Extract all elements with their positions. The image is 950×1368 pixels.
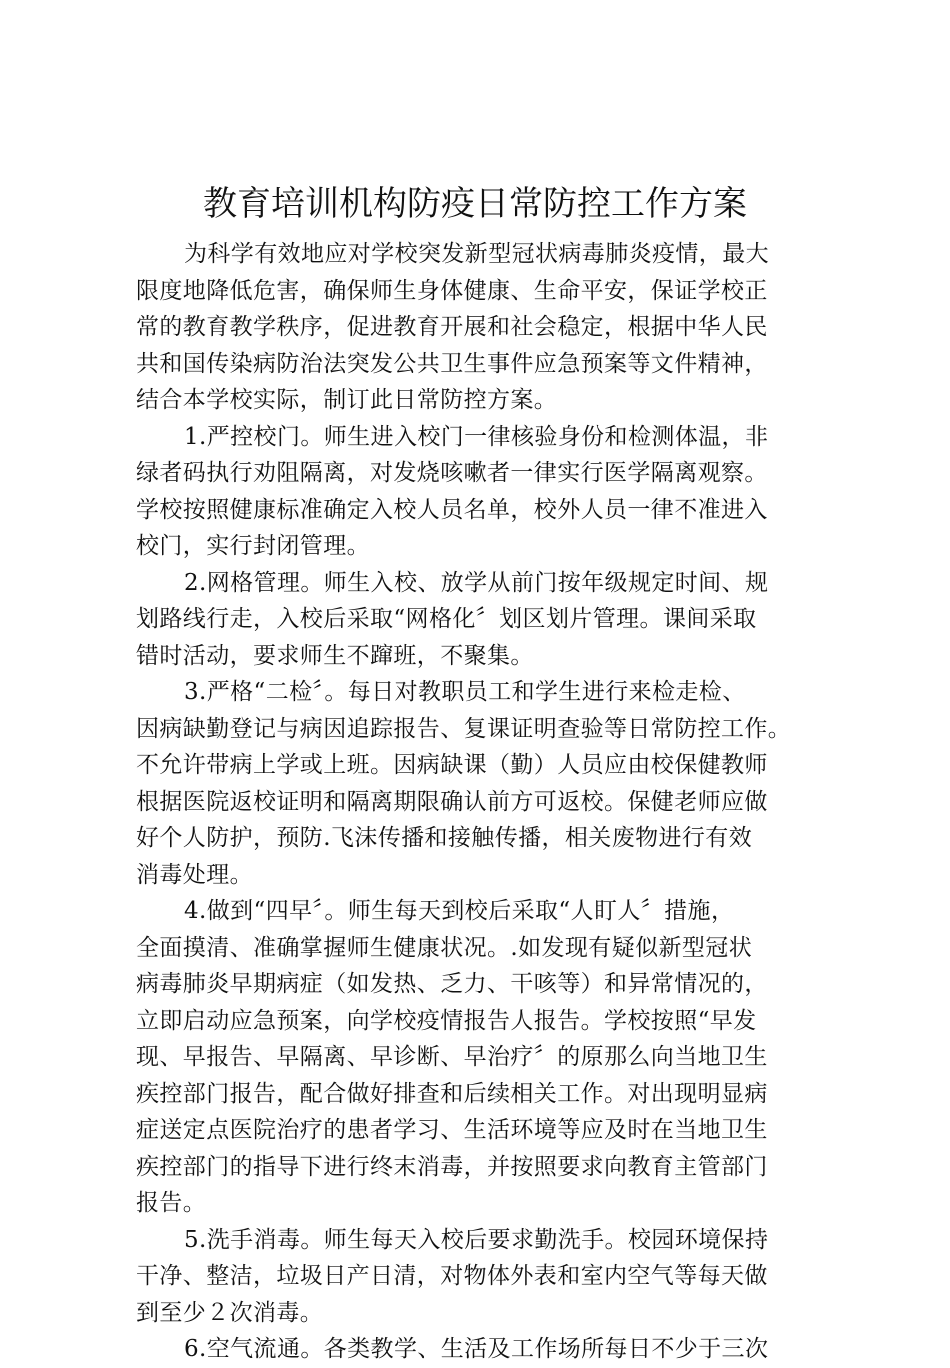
paragraph-line: 消毒处理。 — [136, 861, 253, 888]
paragraph-first-line: 5.洗手消毒。师生每天入校后要求勤洗手。校园环境保持 — [184, 1226, 769, 1253]
paragraph-line: 立即启动应急预案，向学校疫情报告人报告。学校按照“早发 — [136, 1007, 757, 1034]
paragraph-line: 不允许带病上学或上班。因病缺课（勤）人员应由校保健教师 — [136, 752, 768, 778]
paragraph-line: 症送定点医院治疗的患者学习、生活环境等应及时在当地卫生 — [136, 1117, 768, 1143]
document-body — [136, 236, 836, 1368]
paragraph-line: 疾控部门报告，配合做好排查和后续相关工作。对出现明显病 — [136, 1080, 768, 1107]
paragraph-line: 因病缺勤登记与病因追踪报告、复课证明查验等日常防控工作。 — [136, 715, 792, 742]
paragraph-first-line: 为科学有效地应对学校突发新型冠状病毒肺炎疫情，最大 — [184, 241, 769, 267]
paragraph-line: 错时活动，要求师生不蹿班，不聚集。 — [136, 642, 534, 669]
paragraph-line: 病毒肺炎早期病症（如发热、乏力、干咳等）和异常情况的， — [136, 971, 768, 997]
paragraph-line: 校门，实行封闭管理。 — [136, 533, 370, 559]
paragraph-first-line: 1.严控校门。师生进入校门一律核验身份和检测体温，非 — [184, 423, 769, 450]
paragraph-line: 常的教育教学秩序，促进教育开展和社会稳定，根据中华人民 — [136, 314, 768, 340]
paragraph-line: 好个人防护，预防.飞沫传播和接触传播，相关废物进行有效 — [136, 825, 753, 851]
paragraph-line: 报告。 — [136, 1190, 207, 1216]
paragraph-line: 学校按照健康标准确定入校人员名单，校外人员一律不准进入 — [136, 496, 768, 523]
paragraph-line: 现、早报告、早隔离、早诊断、早治疗〞的原那么向当地卫生 — [136, 1044, 768, 1070]
paragraph-line: 疾控部门的指导下进行终末消毒，并按照要求向教育主管部门 — [136, 1153, 768, 1180]
paragraph-first-line: 3.严格“二检〞。每日对教职员工和学生进行来检走检、 — [184, 679, 746, 705]
paragraph-line: 全面摸清、准确掌握师生健康状况。.如发现有疑似新型冠状 — [136, 934, 753, 961]
paragraph-line: 共和国传染病防治法突发公共卫生事件应急预案等文件精神， — [136, 350, 768, 377]
paragraph-line: 划路线行走，入校后采取“网格化〞划区划片管理。课间采取 — [136, 606, 757, 632]
paragraph-line: 根据医院返校证明和隔离期限确认前方可返校。保健老师应做 — [136, 788, 768, 815]
paragraph-line: 限度地降低危害，确保师生身体健康、生命平安，保证学校正 — [136, 277, 768, 304]
paragraph-line: 到至少２次消毒。 — [136, 1299, 324, 1326]
paragraph-line: 结合本学校实际，制订此日常防控方案。 — [136, 387, 558, 413]
paragraph-line: 绿者码执行劝阻隔离，对发烧咳嗽者一律实行医学隔离观察。 — [136, 460, 768, 486]
paragraph-first-line: 2.网格管理。师生入校、放学从前门按年级规定时间、规 — [184, 569, 769, 596]
paragraph-line: 干净、整洁，垃圾日产日清，对物体外表和室内空气等每天做 — [136, 1263, 768, 1289]
paragraph-first-line: 6.空气流通。各类教学、生活及工作场所每日不少于三次 — [184, 1336, 769, 1362]
document-title: 教育培训机构防疫日常防控工作方案 — [203, 184, 747, 224]
paragraph-first-line: 4.做到“四早〞。师生每天到校后采取“人盯人〞措施， — [184, 898, 735, 924]
